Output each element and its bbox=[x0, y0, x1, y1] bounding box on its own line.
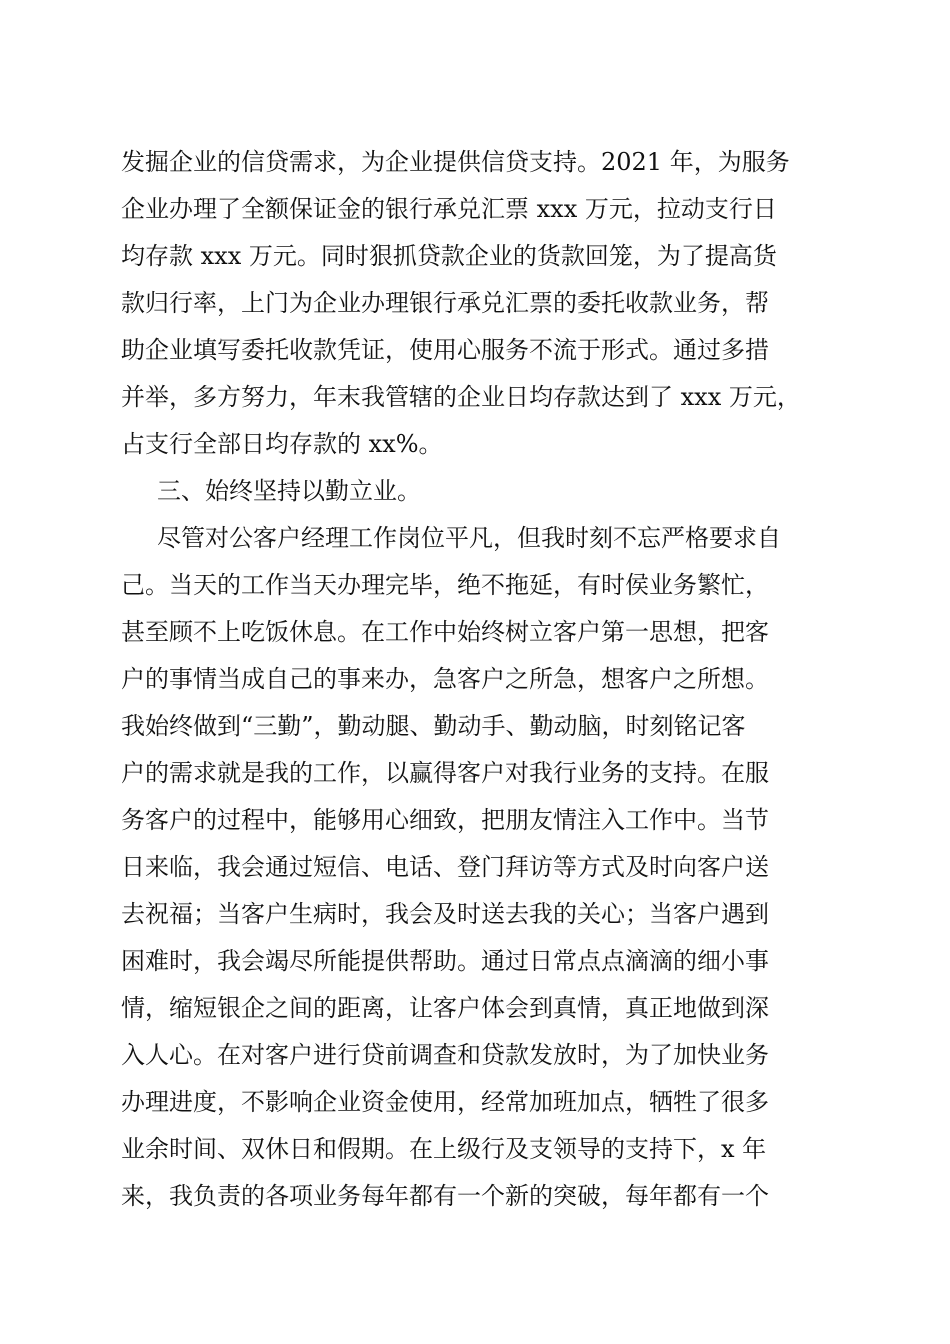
paragraph-line: 己。当天的工作当天办理完毕，绝不拖延，有时侯业务繁忙， bbox=[121, 571, 769, 599]
paragraph-line: 占支行全部日均存款的 xx%。 bbox=[121, 430, 443, 458]
paragraph-line: 户的事情当成自己的事来办，急客户之所急，想客户之所想。 bbox=[121, 665, 769, 693]
paragraph-line: 并举，多方努力，年末我管辖的企业日均存款达到了 xxx 万元， bbox=[121, 383, 801, 411]
paragraph-line: 尽管对公客户经理工作岗位平凡，但我时刻不忘严格要求自 bbox=[157, 524, 781, 552]
section-heading: 三、始终坚持以勤立业。 bbox=[157, 477, 421, 505]
paragraph-line: 均存款 xxx 万元。同时狠抓贷款企业的货款回笼，为了提高货 bbox=[121, 242, 777, 270]
paragraph-line: 业余时间、双休日和假期。在上级行及支领导的支持下，x 年 bbox=[121, 1135, 767, 1163]
paragraph-line: 发掘企业的信贷需求，为企业提供信贷支持。2021 年，为服务 bbox=[121, 148, 790, 176]
paragraph-line: 困难时，我会竭尽所能提供帮助。通过日常点点滴滴的细小事 bbox=[121, 947, 769, 975]
paragraph-line: 来，我负责的各项业务每年都有一个新的突破，每年都有一个 bbox=[121, 1182, 769, 1210]
paragraph-line: 日来临，我会通过短信、电话、登门拜访等方式及时向客户送 bbox=[121, 853, 769, 881]
paragraph-line: 办理进度，不影响企业资金使用，经常加班加点，牺牲了很多 bbox=[121, 1088, 769, 1116]
paragraph-line: 入人心。在对客户进行贷前调查和贷款发放时，为了加快业务 bbox=[121, 1041, 769, 1069]
paragraph-line: 我始终做到“三勤”，勤动腿、勤动手、勤动脑，时刻铭记客 bbox=[121, 712, 746, 740]
paragraph-line: 助企业填写委托收款凭证，使用心服务不流于形式。通过多措 bbox=[121, 336, 769, 364]
paragraph-line: 去祝福；当客户生病时，我会及时送去我的关心；当客户遇到 bbox=[121, 900, 769, 928]
paragraph-line: 务客户的过程中，能够用心细致，把朋友情注入工作中。当节 bbox=[121, 806, 769, 834]
paragraph-line: 款归行率，上门为企业办理银行承兑汇票的委托收款业务，帮 bbox=[121, 289, 769, 317]
paragraph-line: 企业办理了全额保证金的银行承兑汇票 xxx 万元，拉动支行日 bbox=[121, 195, 777, 223]
paragraph-line: 户的需求就是我的工作，以赢得客户对我行业务的支持。在服 bbox=[121, 759, 769, 787]
paragraph-line: 情，缩短银企之间的距离，让客户体会到真情，真正地做到深 bbox=[121, 994, 769, 1022]
paragraph-line: 甚至顾不上吃饭休息。在工作中始终树立客户第一思想，把客 bbox=[121, 618, 769, 646]
